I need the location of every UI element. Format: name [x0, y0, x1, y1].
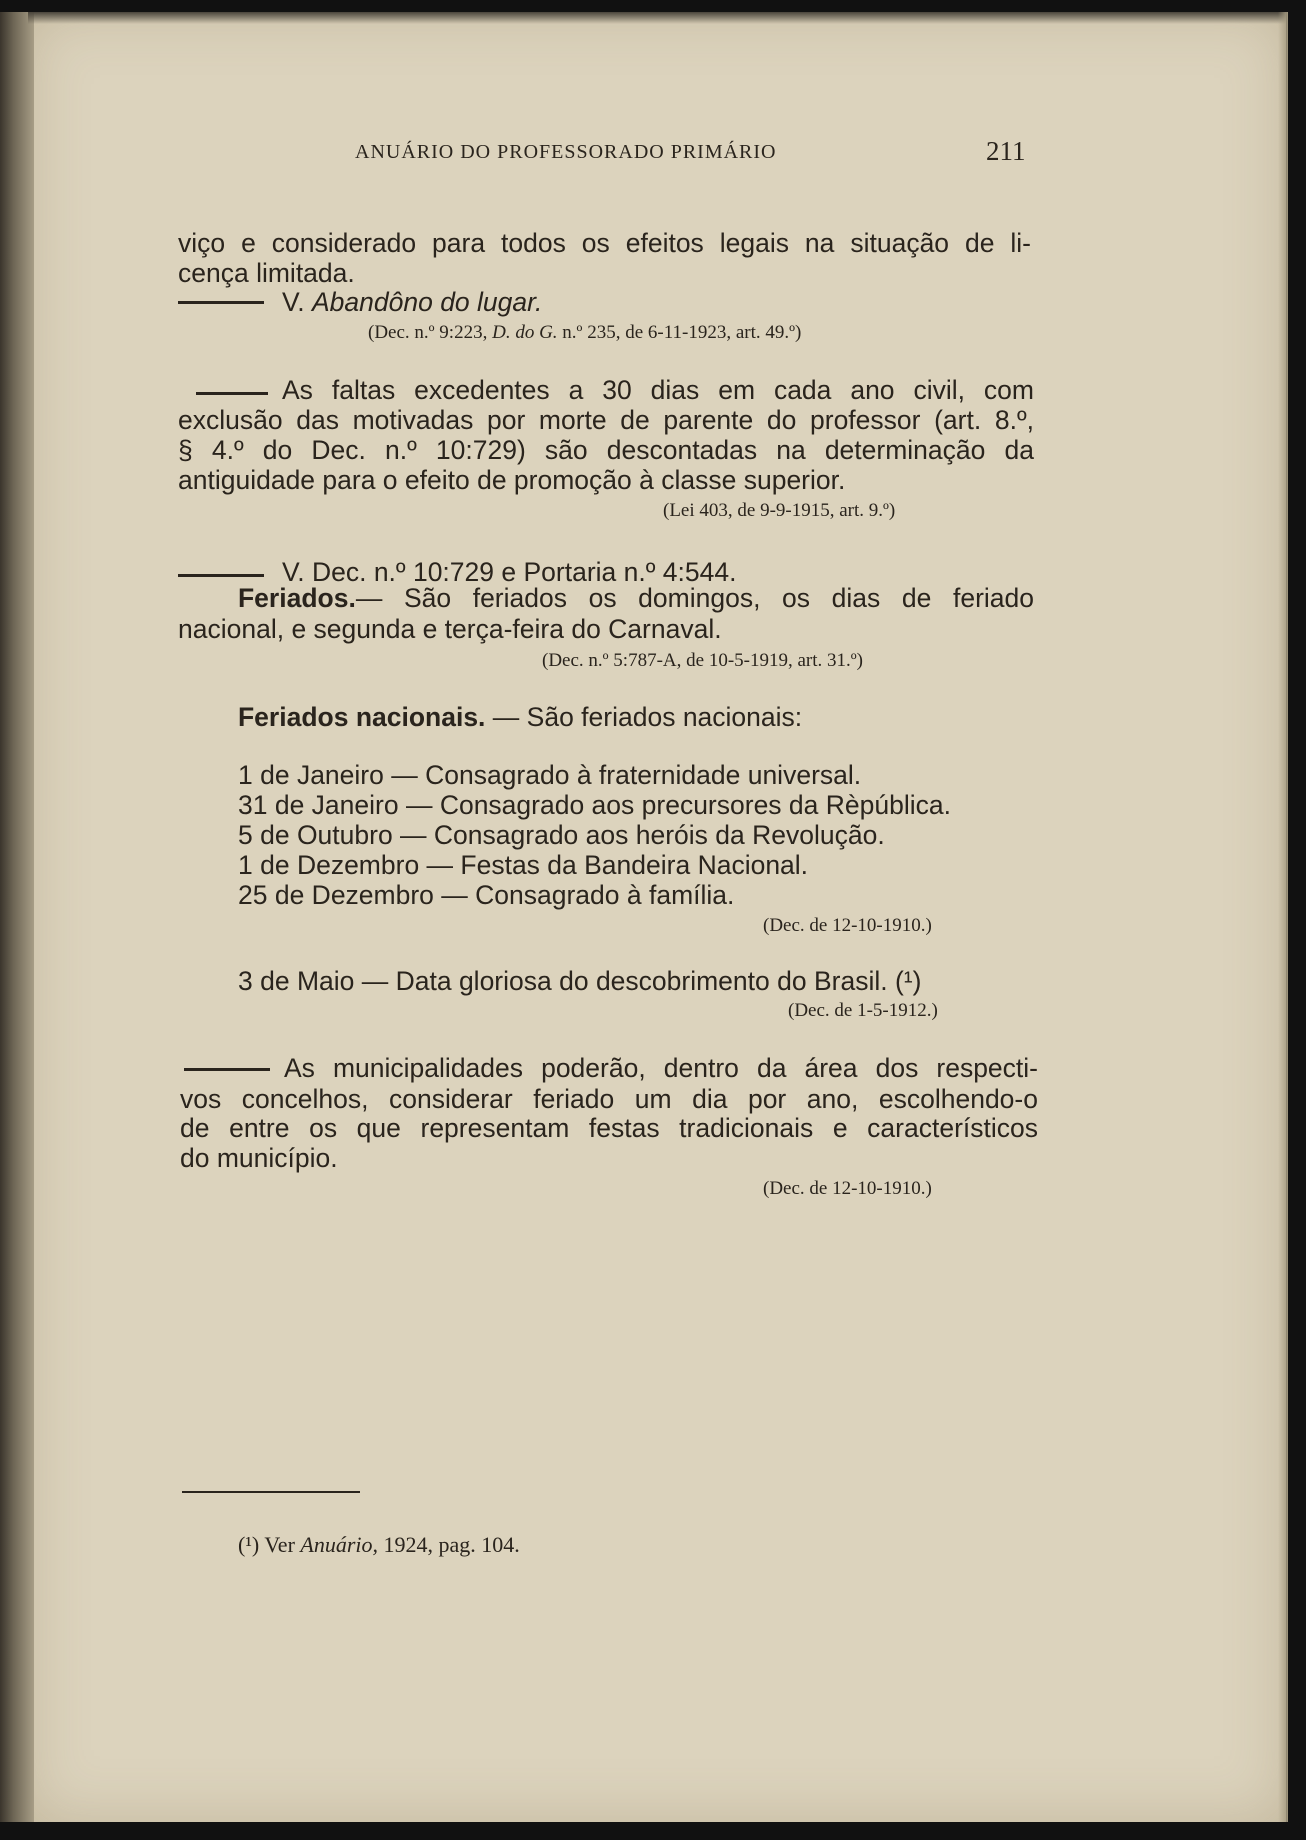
legal-citation: (Dec. de 12-10-1910.) — [763, 915, 932, 936]
page-top-edge — [28, 12, 1286, 24]
em-rule — [196, 392, 268, 395]
em-rule — [184, 1068, 270, 1071]
holiday-item — [238, 966, 921, 997]
heading-continuation: — São feriados nacionais: — [492, 702, 803, 732]
citation-part: n.º 235, de 6-11-1923, art. 49.º) — [562, 322, 802, 343]
paragraph-line: cença limitada. — [178, 258, 355, 288]
paragraph-line: de entre os que representam festas tradicionais e característicos — [180, 1113, 1038, 1143]
page-left-edge — [0, 12, 34, 1822]
holiday-item: 5 de Outubro — Consagrado aos heróis da Revolução. — [238, 820, 885, 850]
paragraph-line: do município. — [180, 1143, 338, 1173]
paragraph-line — [238, 583, 1034, 614]
footnote-reference: (¹) — [894, 966, 922, 996]
paragraph-line: vos concelhos, considerar feriado um dia por ano, escolhendo-o — [180, 1084, 1038, 1114]
see-also-line: V. Dec. n.º 10:729 e Portaria n.º 4:544. — [282, 557, 737, 587]
paragraph-line: viço e considerado para todos os efeitos legais na situação de li- — [178, 228, 1031, 258]
citation-part: (Dec. n.º 9:223, — [368, 322, 488, 343]
em-rule — [178, 301, 264, 304]
footnote-rule — [182, 1491, 360, 1493]
footnote-mark: (¹) — [238, 1532, 260, 1557]
paragraph-line — [238, 702, 802, 733]
em-rule — [178, 574, 264, 577]
legal-citation: (Dec. de 12-10-1910.) — [763, 1178, 932, 1199]
holiday-item: 1 de Dezembro — Festas da Bandeira Nacional. — [238, 850, 809, 880]
paragraph-line: antiguidade para o efeito de promoção à classe superior. — [178, 465, 846, 495]
legal-citation — [368, 322, 801, 344]
holiday-item: 1 de Janeiro — Consagrado à fraternidade universal. — [238, 760, 862, 790]
legal-citation: (Dec. n.º 5:787-A, de 10-5-1919, art. 31.º) — [542, 650, 863, 671]
legal-citation: (Dec. de 1-5-1912.) — [788, 1000, 938, 1021]
footnote-text: 1924, pag. 104. — [383, 1532, 520, 1557]
holiday-item: 31 de Janeiro — Consagrado aos precursores da Rèpública. — [238, 790, 951, 820]
see-reference: Abandôno do lugar. — [311, 287, 543, 317]
holiday-item: 25 de Dezembro — Consagrado à família. — [238, 880, 735, 910]
heading-continuation: — São feriados os domingos, os dias de feriado — [355, 583, 1034, 613]
citation-journal: D. do G. — [492, 322, 558, 343]
paragraph-line: § 4.º do Dec. n.º 10:729) são descontadas na determinação da — [178, 435, 1034, 465]
section-heading: Feriados nacionais. — [238, 702, 486, 732]
holiday-text: 3 de Maio — Data gloriosa do descobrimento do Brasil. — [238, 966, 888, 996]
legal-citation: (Lei 403, de 9-9-1915, art. 9.º) — [663, 500, 896, 521]
page-number: 211 — [986, 136, 1026, 166]
running-title: ANUÁRIO DO PROFESSORADO PRIMÁRIO — [355, 141, 777, 163]
section-heading: Feriados. — [238, 583, 356, 613]
paragraph-line: As faltas excedentes a 30 dias em cada ano civil, com — [282, 375, 1034, 405]
paragraph-line: nacional, e segunda e terça-feira do Carnaval. — [178, 614, 722, 644]
see-prefix: V. — [282, 287, 305, 317]
see-also-line — [282, 287, 542, 318]
paragraph-line: As municipalidades poderão, dentro da área dos respecti- — [284, 1053, 1038, 1083]
footnote — [238, 1532, 520, 1558]
footnote-title: Anuário, — [300, 1532, 379, 1557]
footnote-prefix: Ver — [264, 1532, 295, 1557]
page-right-edge — [1278, 12, 1288, 1822]
paragraph-line: exclusão das motivadas por morte de parente do professor (art. 8.º, — [178, 405, 1034, 435]
